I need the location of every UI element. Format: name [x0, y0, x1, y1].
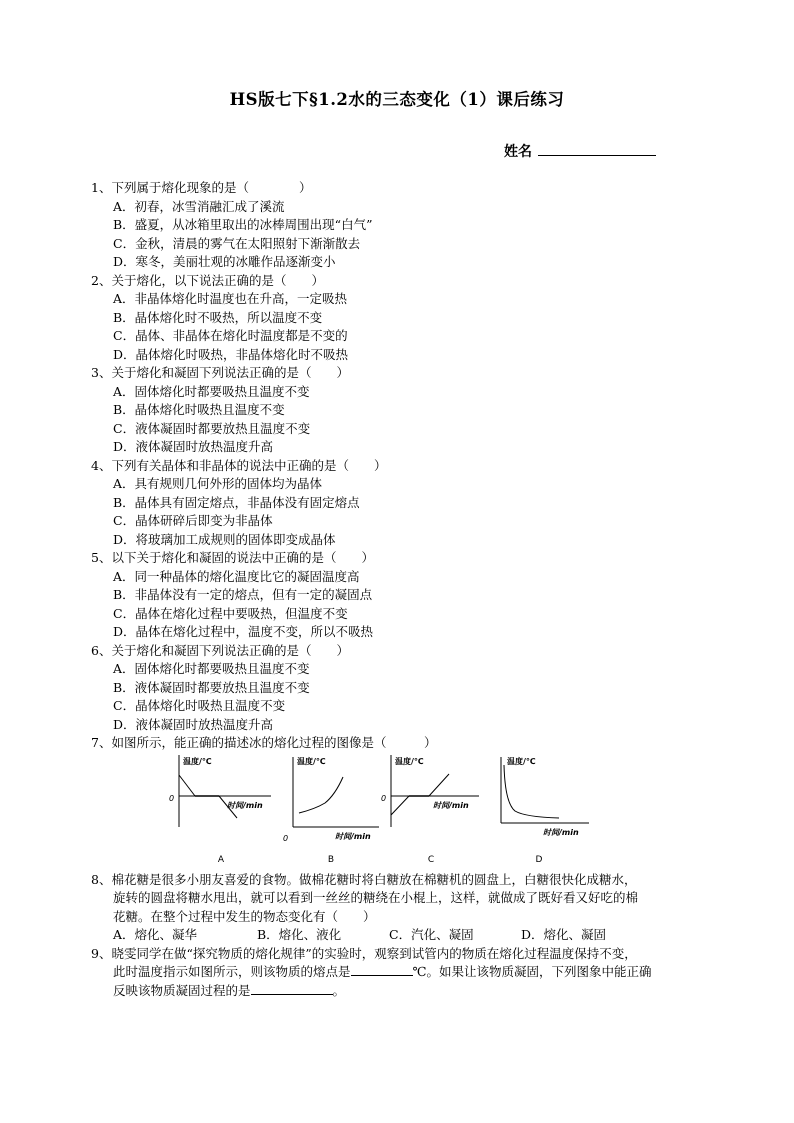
question-8-options [91, 926, 711, 945]
caption-a: A [217, 854, 225, 865]
answer-option[interactable]: D．寒冬，美丽壮观的冰雕作品逐渐变小 [113, 254, 336, 269]
q8-option-d[interactable]: D．熔化、凝固 [521, 927, 607, 942]
question-8-line-2: 旋转的圆盘将糖水甩出，就可以看到一丝丝的糖绕在小棍上，这样，就做成了既好看又好吃的棉 [113, 890, 639, 905]
answer-option[interactable]: D．晶体在熔化过程中，温度不变，所以不吸热 [113, 624, 374, 639]
graph-d-x-label: 时间/min [543, 827, 579, 837]
figure-b [279, 755, 383, 865]
answer-option[interactable]: C．液体凝固时都要放热且温度不变 [113, 420, 311, 436]
answer-option[interactable]: A．固体熔化时都要吸热且温度不变 [113, 383, 310, 399]
q8-option-c[interactable]: C．汽化、凝固 [389, 927, 474, 942]
figure-d [487, 755, 591, 865]
question-9-line-2 [91, 963, 711, 982]
q9-text-2a: 此时温度指示如图所示，则该物质的熔点是 [113, 964, 351, 979]
question-2 [91, 272, 711, 365]
question-9 [91, 945, 711, 1001]
graph-b [279, 755, 383, 851]
q9-text-3b: 。 [332, 982, 346, 998]
graph-b-origin: 0 [283, 833, 289, 843]
answer-option[interactable]: C．晶体在熔化过程中要吸热，但温度不变 [113, 605, 348, 621]
answer-option[interactable]: B．非晶体没有一定的熔点，但有一定的凝固点 [113, 587, 373, 602]
question-6 [91, 642, 711, 735]
graph-d-y-label: 温度/℃ [507, 756, 536, 766]
answer-option[interactable]: A．具有规则几何外形的固体均为晶体 [113, 476, 323, 491]
q9-text-3a: 反映该物质凝固过程的是 [113, 982, 251, 998]
answer-option[interactable]: D．晶体熔化时吸热，非晶体熔化时不吸热 [113, 346, 349, 362]
question-5 [91, 549, 711, 642]
q9-text-2b: ℃。如果让该物质凝固，下列图象中能正确 [412, 964, 652, 979]
answer-option[interactable]: B．晶体具有固定熔点，非晶体没有固定熔点 [113, 494, 360, 510]
question-stem: 4、下列有关晶体和非晶体的说法中正确的是（ ） [91, 457, 387, 473]
question-stem: 3、关于熔化和凝固下列说法正确的是（ ） [91, 365, 349, 380]
question-stem: 6、关于熔化和凝固下列说法正确的是（ ） [91, 642, 349, 658]
answer-option[interactable]: D．将玻璃加工成规则的固体即变成晶体 [113, 531, 336, 547]
name-label: 姓名 [504, 144, 532, 160]
question-stem: 5、以下关于熔化和凝固的说法中正确的是（ ） [91, 550, 374, 565]
answer-option[interactable]: C．晶体、非晶体在熔化时温度都是不变的 [113, 328, 348, 343]
page-title: HS版七下§1.2水的三态变化（1）课后练习 [229, 90, 565, 109]
q8-option-b[interactable]: B．熔化、液化 [257, 927, 342, 942]
graph-a [169, 755, 273, 851]
question-1 [91, 179, 711, 272]
name-blank[interactable] [538, 142, 656, 156]
answer-option[interactable]: A．初春，冰雪消融汇成了溪流 [113, 198, 285, 214]
name-field [504, 141, 656, 161]
answer-option[interactable]: A．非晶体熔化时温度也在升高，一定吸热 [113, 291, 348, 306]
question-3 [91, 364, 711, 457]
answer-option[interactable]: A．同一种晶体的熔化温度比它的凝固温度高 [113, 568, 360, 584]
question-stem: 2、关于熔化，以下说法正确的是（ ） [91, 272, 324, 288]
answer-option[interactable]: B．盛夏，从冰箱里取出的冰棒周围出现“白气” [113, 217, 373, 232]
graph-choice-blank[interactable] [251, 982, 333, 995]
answer-option[interactable]: C．金秋，清晨的雾气在太阳照射下渐渐散去 [113, 235, 361, 251]
graph-b-y-label: 温度/℃ [297, 756, 326, 766]
question-8 [91, 871, 711, 945]
melting-point-blank[interactable] [351, 963, 413, 976]
answer-option[interactable]: B．晶体熔化时不吸热，所以温度不变 [113, 309, 323, 325]
question-8-line-3: 花糖。在整个过程中发生的物态变化有（ ） [113, 908, 376, 924]
graph-a-x-label: 时间/min [227, 800, 263, 810]
answer-option[interactable]: C．晶体研碎后即变为非晶体 [113, 513, 273, 528]
graph-a-origin: 0 [169, 793, 175, 803]
graph-c-x-label: 时间/min [433, 800, 469, 810]
q8-option-a[interactable]: A．熔化、凝华 [113, 927, 198, 942]
question-9-line-1: 9、晓雯同学在做“探究物质的熔化规律”的实验时，观察到试管内的物质在熔化过程温度保持不变， [91, 945, 637, 961]
answer-option[interactable]: D．液体凝固时放热温度升高 [113, 716, 274, 732]
multiple-choice-questions [91, 179, 711, 734]
question-9-line-3 [91, 982, 711, 1001]
answer-option[interactable]: A．固体熔化时都要吸热且温度不变 [113, 661, 310, 676]
answer-option[interactable]: D．液体凝固时放热温度升高 [113, 439, 274, 454]
answer-option[interactable]: B．晶体熔化时吸热且温度不变 [113, 402, 285, 417]
answer-option[interactable]: C．晶体熔化时吸热且温度不变 [113, 698, 286, 713]
graph-a-y-label: 温度/℃ [183, 756, 212, 766]
caption-c: C [427, 854, 435, 865]
graph-c-y-label: 温度/℃ [395, 756, 424, 766]
graph-d [487, 755, 591, 851]
caption-d: D [535, 854, 543, 865]
graph-c [379, 755, 483, 851]
question-4 [91, 457, 711, 550]
answer-option[interactable]: B．液体凝固时都要放热且温度不变 [113, 679, 310, 695]
question-list [91, 179, 711, 1000]
figure-c [379, 755, 483, 865]
graph-c-origin: 0 [381, 793, 387, 803]
question-7 [91, 734, 711, 867]
caption-b: B [327, 854, 335, 865]
question-stem: 1、下列属于熔化现象的是（ ） [91, 180, 312, 195]
question-7-stem: 7、如图所示，能正确的描述冰的熔化过程的图像是（ ） [91, 735, 437, 750]
question-8-line-1: 8、棉花糖是很多小朋友喜爱的食物。做棉花糖时将白糖放在棉糖机的圆盘上，白糖很快化成糖水， [91, 871, 637, 887]
figure-a [169, 755, 273, 865]
graph-b-x-label: 时间/min [335, 831, 371, 841]
q7-figures [91, 755, 711, 867]
